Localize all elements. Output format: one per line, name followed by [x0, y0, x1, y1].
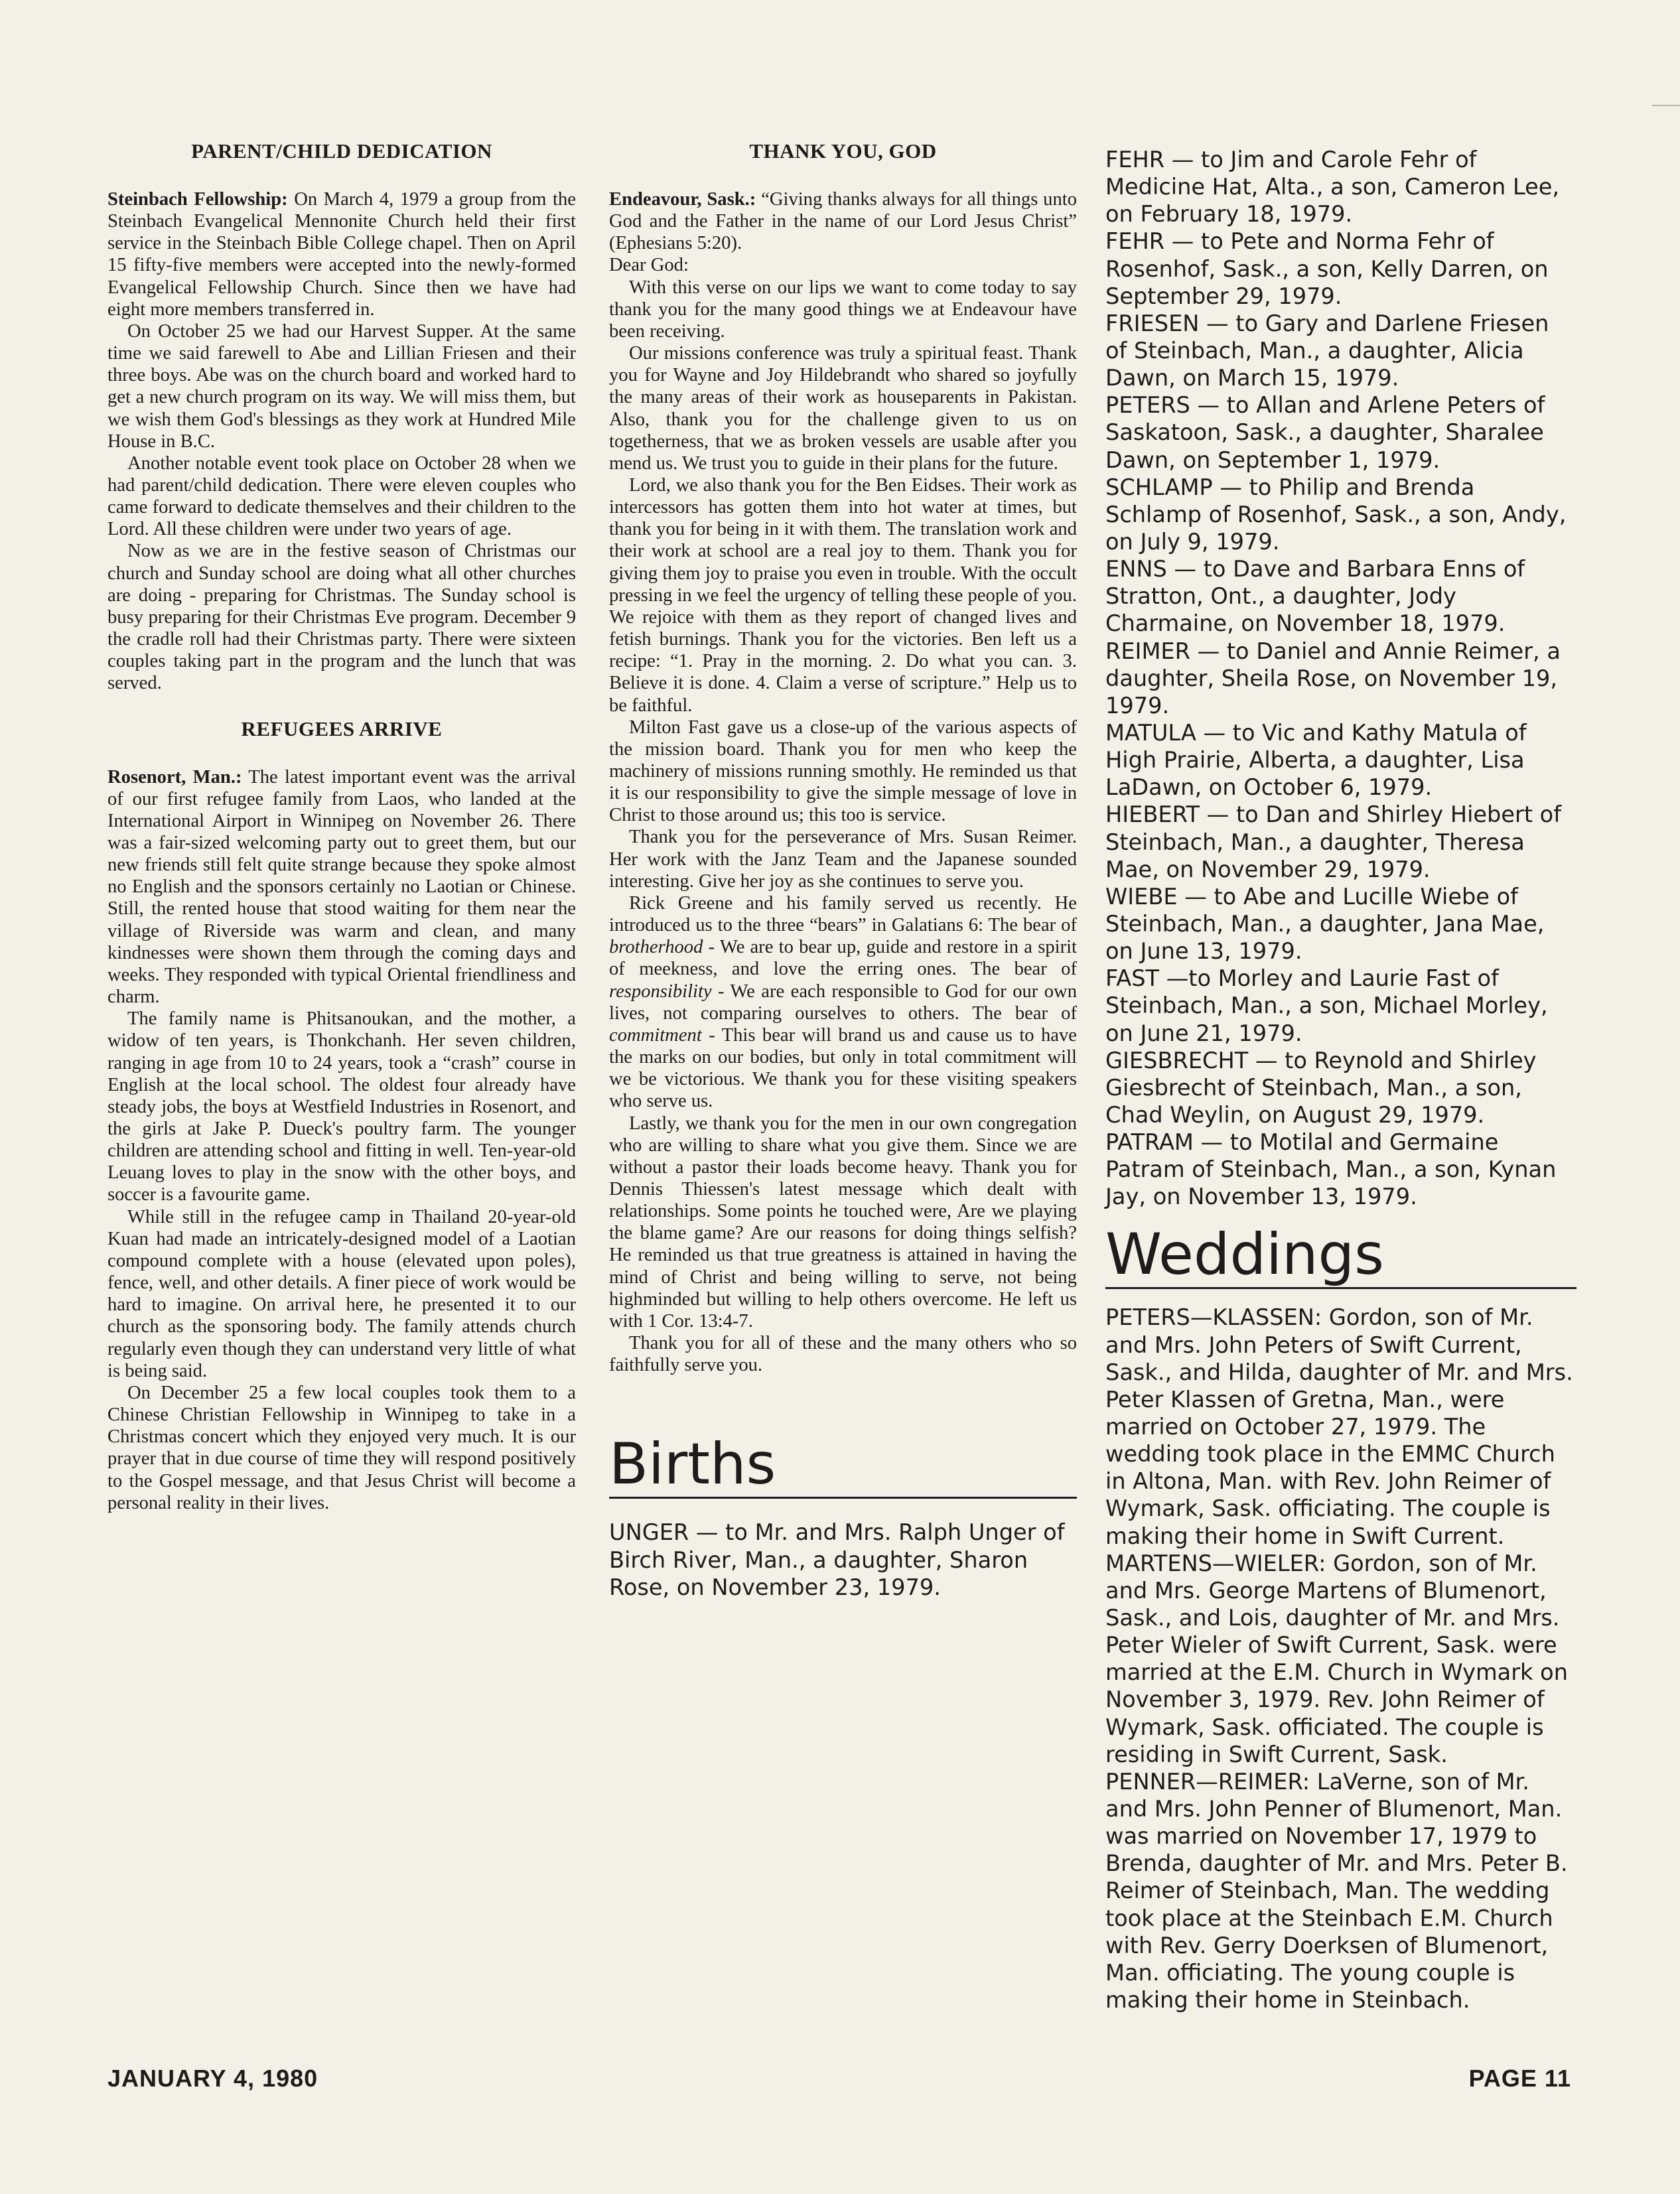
- place-name: Steinbach Fellowship:: [107, 188, 288, 210]
- column-left: [107, 139, 576, 1514]
- birth-entry: FEHR — to Pete and Norma Fehr of Rosenhof, Sask., a son, Kelly Darren, on September 29, 1979.: [1105, 228, 1549, 309]
- wedding-entry: PETERS—KLASSEN: Gordon, son of Mr. and Mrs. John Peters of Swift Current, Sask., and Hilda, daughter of Mr. and Mrs. Peter Klassen of Gretna, Man., were married on October 27, 1979. The wedding took place in the EMMC Church in Altona, Man. with Rev. John Reimer of Wymark, Sask. officiating. The couple is making their home in Swift Current.: [1105, 1304, 1573, 1549]
- issue-date: JANUARY 4, 1980: [107, 2065, 318, 2092]
- article-paragraph: Rosenort, Man.: The latest important event was the arrival of our first refugee family from Laos, who landed at the International Airport in Winnipeg on November 26. There was a fair-sized welcoming party out to greet them, but our new friends still felt quite strange because they spoke almost no English and the sponsors certainly no Laotian or Chinese. Still, the rented house that stood waiting for them near the village of Riverside was warm and clean, and many kindnesses were shown them through the coming days and weeks. They responded with typical Oriental friendliness and charm.: [107, 766, 576, 1008]
- wedding-entry: PENNER—REIMER: LaVerne, son of Mr. and Mrs. John Penner of Blumenort, Man. was married on November 17, 1979 to Brenda, daughter of Mr. and Mrs. Peter B. Reimer of Steinbach, Man. The wedding took place at the Steinbach E.M. Church with Rev. Gerry Doerksen of Blumenort, Man. officiating. The young couple is making their home in Steinbach.: [1105, 1768, 1568, 2013]
- article-paragraph: On December 25 a few local couples took them to a Chinese Christian Fellowship in Winnipeg to take in a Christmas concert which they enjoyed very much. It is our prayer that in due course of time they will respond positively to the Gospel message, and that Jesus Christ will become a personal reality in their lives.: [107, 1382, 576, 1513]
- wedding-entry: MARTENS—WIELER: Gordon, son of Mr. and Mrs. George Martens of Blumenort, Sask., and Lois, daughter of Mr. and Mrs. Peter Wieler of Swift Current, Sask. were married at the E.M. Church in Wymark on November 3, 1979. Rev. John Reimer of Wymark, Sask. officiated. The couple is residing in Swift Current, Sask.: [1105, 1550, 1568, 1767]
- page-edge-mark: [1652, 105, 1680, 106]
- births-heading: Births: [609, 1436, 1077, 1499]
- article-paragraph: Thank you for the perseverance of Mrs. Susan Reimer. Her work with the Janz Team and the Japanese sounded interesting. Give her joy as she continues to serve you.: [609, 827, 1077, 892]
- birth-entry: GIESBRECHT — to Reynold and Shirley Giesbrecht of Steinbach, Man., a son, Chad Weylin, on August 29, 1979.: [1105, 1047, 1537, 1128]
- column-right: [1105, 146, 1576, 2014]
- section-heading-thank-you: THANK YOU, GOD: [749, 139, 937, 163]
- birth-entry: ENNS — to Dave and Barbara Enns of Stratton, Ont., a daughter, Jody Charmaine, on November 18, 1979.: [1105, 556, 1525, 637]
- column-middle: [609, 139, 1077, 1601]
- section-heading-parent-child: PARENT/CHILD DEDICATION: [191, 139, 492, 163]
- section-heading-refugees: REFUGEES ARRIVE: [241, 717, 443, 740]
- article-paragraph: Lastly, we thank you for the men in our own congregation who are willing to share what you give them. Since we are without a pastor their loads become heavy. Thank you for Dennis Thiessen's latest message which dealt with relationships. Some points he touched were, Are we playing the blame game? Are our reasons for doing things selfish? He reminded us that true greatness is attained in having the mind of Christ and being willing to serve, not being highminded but willing to help others overcome. He left us with 1 Cor. 13:4-7.: [609, 1113, 1077, 1332]
- birth-entry: FEHR — to Jim and Carole Fehr of Medicine Hat, Alta., a son, Cameron Lee, on February 18, 1979.: [1105, 147, 1560, 228]
- birth-entry: REIMER — to Daniel and Annie Reimer, a daughter, Sheila Rose, on November 19, 1979.: [1105, 638, 1561, 719]
- births-list-start: [609, 1519, 1077, 1600]
- article-paragraph: Endeavour, Sask.: “Giving thanks always for all things unto God and the Father in the name of our Lord Jesus Christ” (Ephesians 5:20).: [609, 188, 1077, 254]
- birth-entry: FRIESEN — to Gary and Darlene Friesen of Steinbach, Man., a daughter, Alicia Dawn, on March 15, 1979.: [1105, 310, 1549, 391]
- article-paragraph: While still in the refugee camp in Thailand 20-year-old Kuan had made an intricately-designed model of a Laotian compound complete with a house (elevated upon poles), fence, well, and other details. A finer piece of work would be hard to imagine. On arrival here, he presented it to our church as the sponsoring body. The family attends church regularly even though they can understand very little of what is being said.: [107, 1206, 576, 1381]
- article-paragraph: The family name is Phitsanoukan, and the mother, a widow of ten years, is Thonkchanh. Her seven children, ranging in age from 10 to 24 years, took a “crash” course in English at the local school. The oldest four already have steady jobs, the boys at Westfield Industries in Rosenort, and the girls at Jake P. Dueck's poultry farm. The younger children are attending school and fitting in well. Ten-year-old Leuang loves to play in the snow with the other boys, and soccer is a favourite game.: [107, 1008, 576, 1205]
- article-paragraph: Another notable event took place on October 28 when we had parent/child dedication. There were eleven couples who came forward to dedicate themselves and their children to the Lord. All these children were under two years of age.: [107, 452, 576, 540]
- birth-entry: MATULA — to Vic and Kathy Matula of High Prairie, Alberta, a daughter, Lisa LaDawn, on October 6, 1979.: [1105, 719, 1527, 801]
- article-paragraph: Milton Fast gave us a close-up of the various aspects of the mission board. Thank you for men who keep the machinery of missions running smothly. He reminded us that it is our responsibility to give the simple message of love in Christ to those around us; this too is service.: [609, 717, 1077, 826]
- birth-entry: PATRAM — to Motilal and Germaine Patram of Steinbach, Man., a son, Kynan Jay, on November 13, 1979.: [1105, 1129, 1557, 1210]
- article-paragraph-bears: Rick Greene and his family served us recently. He introduced us to the three “bears” in Galatians 6: The bear of brotherhood - We are to bear up, guide and restore in a spirit of meekness, and love the erring ones. The bear of responsibility - We are each responsible to God for our own lives, not comparing ourselves to others. The bear of commitment - This bear will brand us and cause us to have the marks on our bodies, but only in total commitment will we be victorious. We thank you for these visiting speakers who serve us.: [609, 892, 1077, 1112]
- article-paragraph: Our missions conference was truly a spiritual feast. Thank you for Wayne and Joy Hildebrandt who shared so joyfully the many areas of their work as houseparents in Pakistan. Also, thank you for the challenge given to us on togetherness, that we as broken vessels are usable after you mend us. We trust you to guide in their plans for the future.: [609, 343, 1077, 474]
- article-paragraph: Thank you for all of these and the many others who so faithfully serve you.: [609, 1333, 1077, 1376]
- page-number: PAGE 11: [1468, 2065, 1571, 2092]
- article-paragraph: Steinbach Fellowship: On March 4, 1979 a group from the Steinbach Evangelical Mennonite Church held their first service in the Steinbach Bible College chapel. Then on April 15 fifty-five members were accepted into the newly-formed Evangelical Fellowship Church. Since then we have had eight more members transferred in.: [107, 188, 576, 320]
- birth-entry: WIEBE — to Abe and Lucille Wiebe of Steinbach, Man., a daughter, Jana Mae, on June 13, 1979.: [1105, 883, 1545, 965]
- birth-entry: HIEBERT — to Dan and Shirley Hiebert of Steinbach, Man., a daughter, Theresa Mae, on November 29, 1979.: [1105, 801, 1562, 882]
- article-paragraph: Now as we are in the festive season of Christmas our church and Sunday school are doing what all other churches are doing - preparing for Christmas. The Sunday school is busy preparing for their Christmas Eve program. December 9 the cradle roll had their Christmas party. There were sixteen couples taking part in the program and the lunch that was served.: [107, 541, 576, 694]
- article-paragraph: On October 25 we had our Harvest Supper. At the same time we said farewell to Abe and Lillian Friesen and their three boys. Abe was on the church board and worked hard to get a new church program on its way. We will miss them, but we wish them God's blessings as they work at Hundred Mile House in B.C.: [107, 320, 576, 452]
- weddings-heading: Weddings: [1105, 1226, 1576, 1289]
- article-paragraph: Lord, we also thank you for the Ben Eidses. Their work as intercessors has gotten them into hot water at times, but thank you for being in it with them. The translation work and their work at school are a real joy to them. Thank you for giving them joy to praise you even in trouble. With the occult pressing in we feel the urgency of telling these people of you. We rejoice with them as they report of changed lives and fetish burnings. Thank you for the victories. Ben left us a recipe: “1. Pray in the morning. 2. Do what you can. 3. Believe it is done. 4. Claim a verse of scripture.” Help us to be faithful.: [609, 474, 1077, 716]
- salutation: Dear God:: [609, 255, 689, 276]
- birth-entry: PETERS — to Allan and Arlene Peters of Saskatoon, Sask., a daughter, Sharalee Dawn, on September 1, 1979.: [1105, 392, 1545, 473]
- birth-entry: SCHLAMP — to Philip and Brenda Schlamp of Rosenhof, Sask., a son, Andy, on July 9, 1979.: [1105, 474, 1567, 555]
- article-paragraph: With this verse on our lips we want to come today to say thank you for the many good things we at Endeavour have been receiving.: [609, 277, 1077, 342]
- birth-entry: UNGER — to Mr. and Mrs. Ralph Unger of Birch River, Man., a daughter, Sharon Rose, on November 23, 1979.: [609, 1519, 1065, 1600]
- birth-entry: FAST —to Morley and Laurie Fast of Steinbach, Man., a son, Michael Morley, on June 21, 1979.: [1105, 965, 1548, 1046]
- place-name: Rosenort, Man.:: [107, 766, 242, 788]
- place-name: Endeavour, Sask.:: [609, 188, 756, 210]
